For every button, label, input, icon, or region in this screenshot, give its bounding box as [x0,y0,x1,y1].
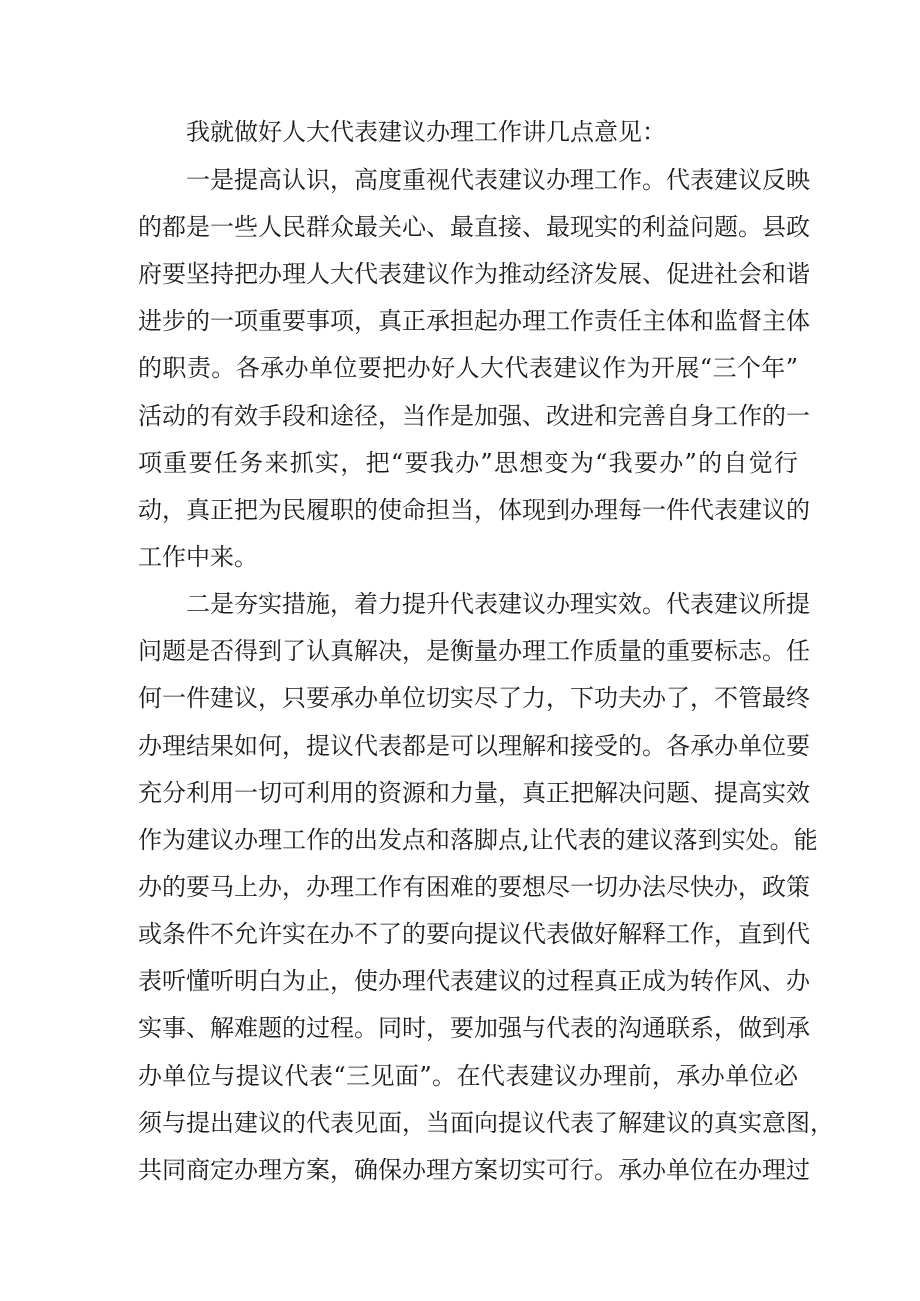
paragraph-2-line: 实事、解难题的过程。同时，要加强与代表的沟通联系，做到承 [138,1014,810,1042]
paragraph-1-line: 的职责。各承办单位要把办好人大代表建议作为开展“三个年” [138,354,798,382]
paragraph-2-line: 共同商定办理方案，确保办理方案切实可行。承办单位在办理过 [138,1156,810,1184]
paragraph-2-line: 充分利用一切可利用的资源和力量，真正把解决问题、提高实效 [138,779,810,807]
paragraph-2-line: 办单位与提议代表“三见面”。在代表建议办理前，承办单位必 [138,1062,798,1090]
paragraph-2-line: 表听懂听明白为止，使办理代表建议的过程真正成为转作风、办 [138,967,810,995]
paragraph-1-line: 府要坚持把办理人大代表建议作为推动经济发展、促进社会和谐 [138,260,810,288]
paragraph-1-line: 项重要任务来抓实，把“要我办”思想变为“我要办”的自觉行 [138,449,798,477]
intro-line: 我就做好人大代表建议办理工作讲几点意见： [186,118,666,146]
paragraph-1-line: 工作中来。 [138,543,258,571]
paragraph-2-line: 作为建议办理工作的出发点和落脚点,让代表的建议落到实处。能 [138,826,818,854]
paragraph-2-line: 办的要马上办，办理工作有困难的要想尽一切办法尽快办，政策 [138,873,810,901]
paragraph-1-line: 进步的一项重要事项，真正承担起办理工作责任主体和监督主体 [138,307,810,335]
paragraph-2-line: 何一件建议，只要承办单位切实尽了力，下功夫办了，不管最终 [138,684,810,712]
paragraph-1-line: 的都是一些人民群众最关心、最直接、最现实的利益问题。县政 [138,213,810,241]
paragraph-2-line: 问题是否得到了认真解决，是衡量办理工作质量的重要标志。任 [138,637,810,665]
paragraph-2-line: 办理结果如何，提议代表都是可以理解和接受的。各承办单位要 [138,732,810,760]
paragraph-2-line: 或条件不允许实在办不了的要向提议代表做好解释工作，直到代 [138,920,810,948]
paragraph-2-line: 二是夯实措施，着力提升代表建议办理实效。代表建议所提 [186,590,810,618]
paragraph-2-line: 须与提出建议的代表见面，当面向提议代表了解建议的真实意图， [138,1109,834,1137]
paragraph-1-line: 一是提高认识，高度重视代表建议办理工作。代表建议反映 [186,166,810,194]
paragraph-1-line: 动，真正把为民履职的使命担当，体现到办理每一件代表建议的 [138,496,810,524]
paragraph-1-line: 活动的有效手段和途径，当作是加强、改进和完善自身工作的一 [138,402,810,430]
